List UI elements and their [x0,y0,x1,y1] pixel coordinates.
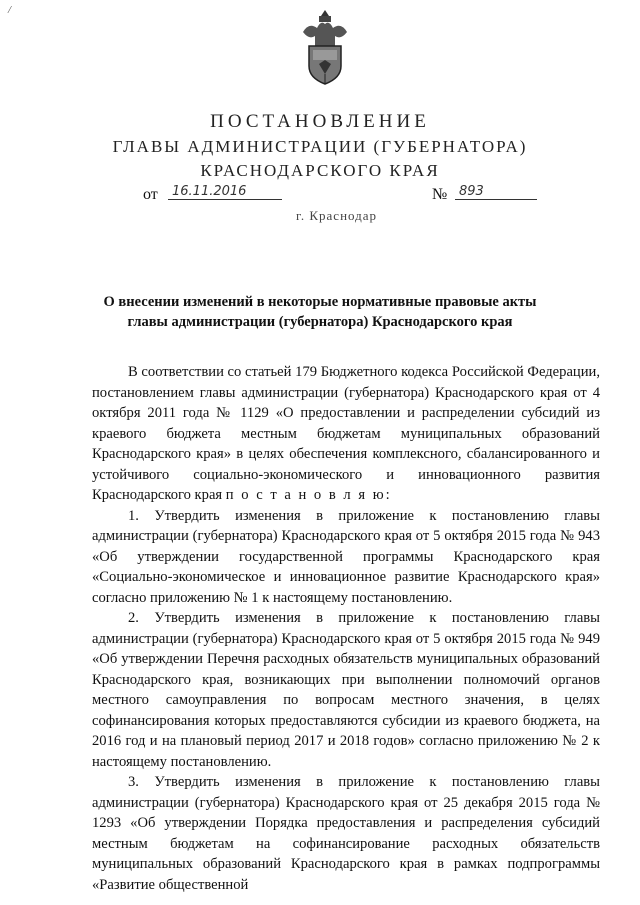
title-line-2: главы администрации (губернатора) Краснодарского края [127,314,513,330]
preamble-text: В соответствии со статьей 179 Бюджетного кодекса Российской Федерации, постановлением главы администрации (губернатора) Краснодарского края от 4 октября 2011 года № 1129 «О предоставлении и распределении субсидий из краевого бюджета местным бюджетам муниципальных образований Краснодарского края» в целях обеспечения комплексного, сбалансированного и устойчивого социально-экономического и инновационного развития Краснодарского края [92,364,600,503]
corner-mark: / [8,4,12,16]
number-value: 893 [455,184,537,200]
issuer-heading: ГЛАВЫ АДМИНИСТРАЦИИ (ГУБЕРНАТОРА) [112,137,528,156]
decree-word: п о с т а н о в л я ю: [225,487,392,503]
item-1-paragraph: 1. Утвердить изменения в приложение к постановлению главы администрации (губернатора) Краснодарского края от 5 октября 2015 года № 943 «Об утверждении государственной программы Краснодарского края «Социально-экономическое и инновационное развитие Краснодарского края» согласно приложению № 1 к настоящему постановлению. [92,507,600,606]
date-value: 16.11.2016 [168,184,282,200]
document-body [92,362,600,895]
date-number-line [0,184,640,210]
title-line-1: О внесении изменений в некоторые нормативные правовые акты [103,294,537,310]
city-label: г. Краснодар [296,208,378,223]
date-prefix: от [143,186,158,203]
item-2-paragraph: 2. Утвердить изменения в приложение к постановлению главы администрации (губернатора) Краснодарского края от 5 октября 2015 года № 949 «Об утверждении Перечня расходных обязательств муниципальных образований Краснодарского края, возникающих при выполнении полномочий органов местного самоуправления по вопросам местного значения, в целях софинансирования которых предоставляются субсидии из краевого бюджета, на 2016 год и на плановый период 2017 и 2018 годов» согласно приложению № 2 к настоящему постановлению. [92,610,600,770]
document-title [0,292,640,332]
preamble-paragraph [92,362,600,506]
region-heading: КРАСНОДАРСКОГО КРАЯ [200,161,440,180]
number-prefix: № [432,186,448,203]
coat-of-arms-icon [295,6,355,92]
item-3-paragraph: 3. Утвердить изменения в приложение к постановлению главы администрации (губернатора) Краснодарского края от 25 декабря 2015 года № 1293 «Об утверждении Порядка предоставления и распределения субсидий местным бюджетам на софинансирование расходных обязательств муниципальных образований Краснодарского края в рамках подпрограммы «Развитие общественной [92,774,600,893]
doc-type-heading: ПОСТАНОВЛЕНИЕ [210,111,430,132]
